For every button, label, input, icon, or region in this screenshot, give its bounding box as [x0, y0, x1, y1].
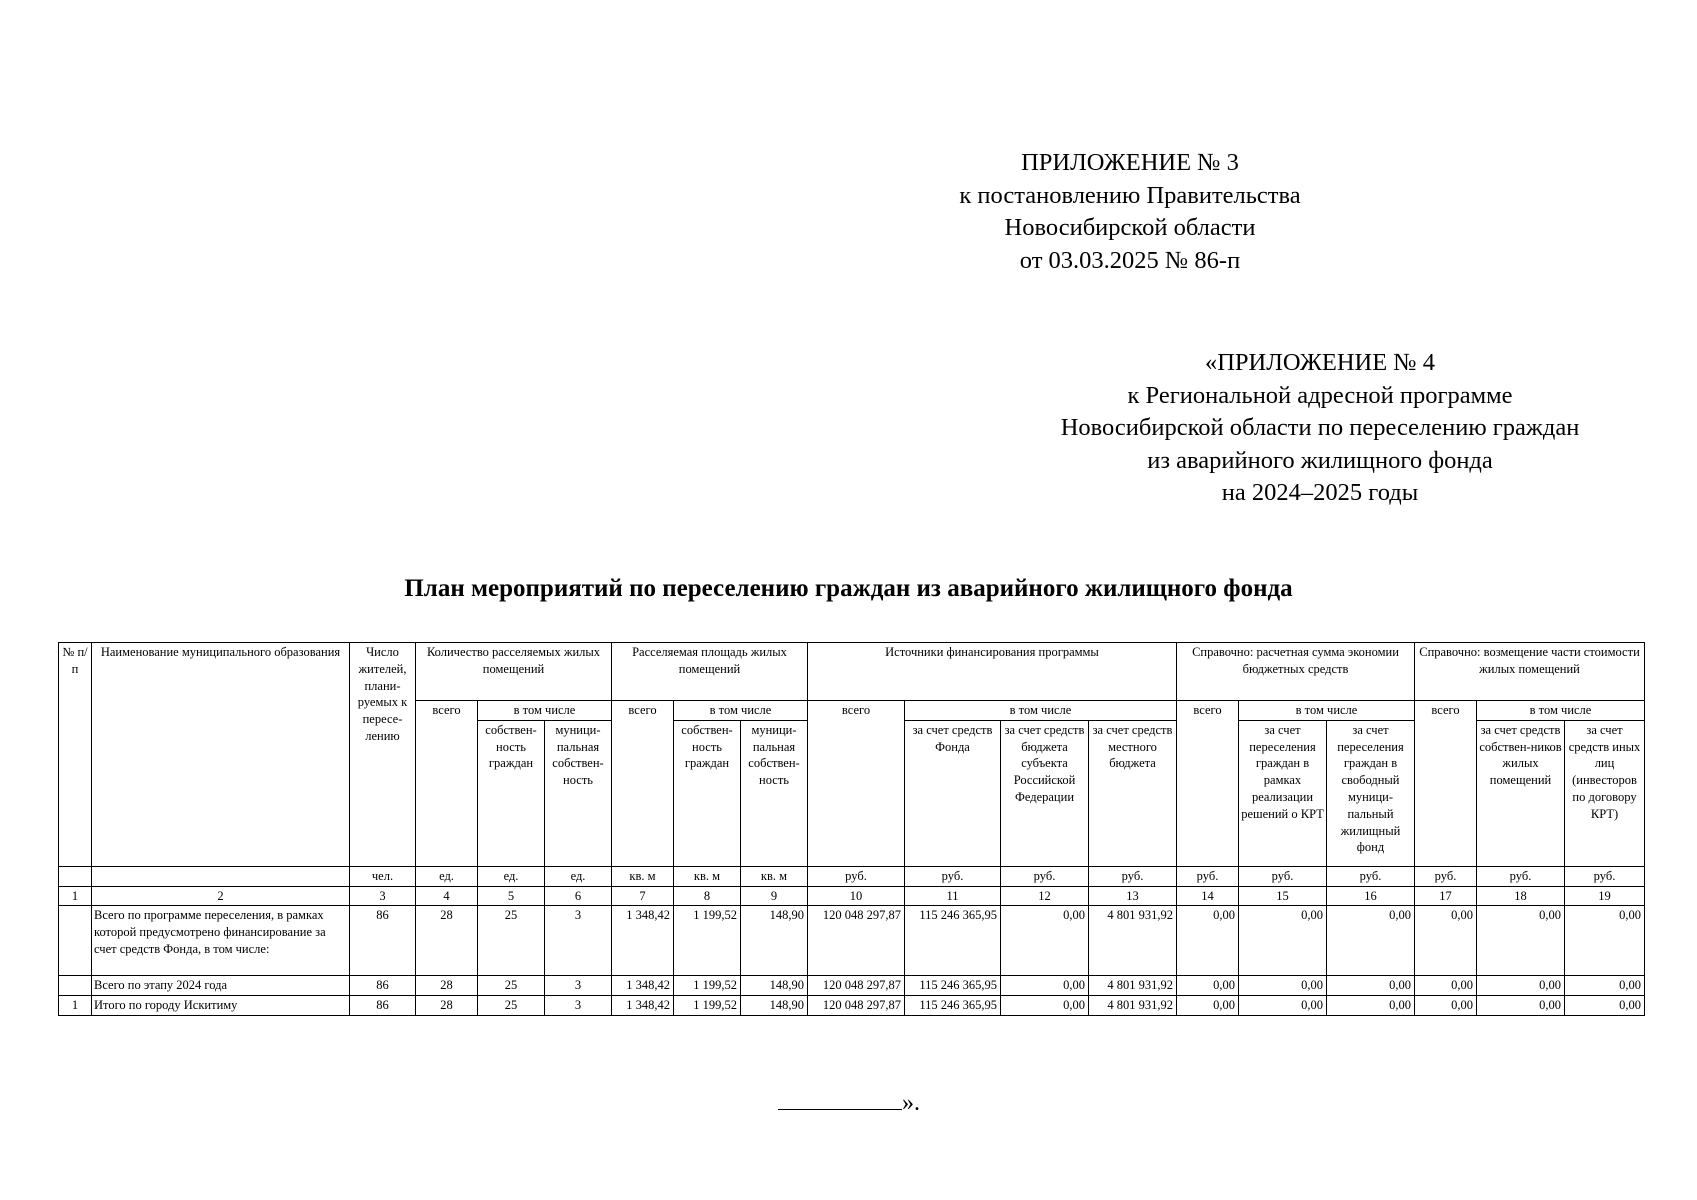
unit-cell: кв. м	[612, 866, 674, 886]
value-cell: 0,00	[1327, 996, 1415, 1016]
header-funding: Источники финансирования программы	[808, 643, 1177, 701]
unit-cell: руб.	[808, 866, 905, 886]
unit-cell: ед.	[545, 866, 612, 886]
header-citizens-property: собствен-ность граждан	[674, 720, 741, 866]
value-cell: 1 199,52	[674, 976, 741, 996]
value-cell: 0,00	[1239, 976, 1327, 996]
unit-cell: руб.	[1089, 866, 1177, 886]
column-index-cell: 13	[1089, 886, 1177, 906]
appendix-4-line: Новосибирской области по переселению граждан	[1060, 414, 1580, 441]
value-cell: 0,00	[1565, 906, 1645, 976]
appendix-3-line: к постановлению Правительства	[959, 181, 1301, 209]
value-cell: 3	[545, 976, 612, 996]
appendix-3-line: ПРИЛОЖЕНИЕ № 3	[1021, 149, 1239, 176]
value-cell: 0,00	[1415, 996, 1477, 1016]
value-cell: 115 246 365,95	[905, 976, 1001, 996]
value-cell: 0,00	[1239, 996, 1327, 1016]
column-index-cell: 7	[612, 886, 674, 906]
header-owners: за счет средств собствен-ников жилых помещений	[1477, 720, 1565, 866]
unit-cell: чел.	[350, 866, 416, 886]
header-total: всего	[416, 701, 478, 867]
unit-cell: кв. м	[674, 866, 741, 886]
value-cell: 148,90	[741, 996, 808, 1016]
header-residents: Число жителей, плани-руемых к пересе-лению	[350, 643, 416, 867]
unit-cell: руб.	[1565, 866, 1645, 886]
value-cell: 115 246 365,95	[905, 906, 1001, 976]
unit-cell	[59, 866, 92, 886]
value-cell: 25	[478, 976, 545, 996]
closing-mark	[778, 1085, 920, 1118]
value-cell: 0,00	[1565, 976, 1645, 996]
value-cell: 1 348,42	[612, 996, 674, 1016]
value-cell: 28	[416, 996, 478, 1016]
document-title: План мероприятий по переселению граждан из аварийного жилищного фонда	[404, 575, 1293, 602]
table-row	[59, 976, 1645, 996]
unit-cell: руб.	[1415, 866, 1477, 886]
value-cell: 1 199,52	[674, 906, 741, 976]
unit-cell: руб.	[1001, 866, 1089, 886]
value-cell: 0,00	[1177, 906, 1239, 976]
unit-cell: руб.	[1327, 866, 1415, 886]
column-index-cell: 6	[545, 886, 612, 906]
value-cell: 0,00	[1565, 996, 1645, 1016]
header-total: всего	[1415, 701, 1477, 867]
unit-cell: руб.	[1239, 866, 1327, 886]
column-index-cell: 8	[674, 886, 741, 906]
value-cell: 25	[478, 996, 545, 1016]
column-index-cell: 1	[59, 886, 92, 906]
value-cell: 0,00	[1001, 976, 1089, 996]
value-cell: 86	[350, 996, 416, 1016]
value-cell: 4 801 931,92	[1089, 906, 1177, 976]
value-cell: 28	[416, 906, 478, 976]
value-cell: 148,90	[741, 906, 808, 976]
value-cell: 4 801 931,92	[1089, 996, 1177, 1016]
value-cell: 86	[350, 906, 416, 976]
column-index-cell: 2	[92, 886, 350, 906]
appendix-3-line: Новосибирской области	[1004, 214, 1256, 241]
column-index-cell: 19	[1565, 886, 1645, 906]
value-cell: 0,00	[1415, 906, 1477, 976]
header-total: всего	[808, 701, 905, 867]
value-cell: 120 048 297,87	[808, 906, 905, 976]
value-cell: 3	[545, 906, 612, 976]
header-free-fund: за счет переселения граждан в свободный муници-пальный жилищный фонд	[1327, 720, 1415, 866]
value-cell: 148,90	[741, 976, 808, 996]
value-cell: 0,00	[1177, 976, 1239, 996]
value-cell: 0,00	[1327, 976, 1415, 996]
column-index-cell: 14	[1177, 886, 1239, 906]
value-cell: 115 246 365,95	[905, 996, 1001, 1016]
unit-cell: ед.	[478, 866, 545, 886]
column-index-cell: 12	[1001, 886, 1089, 906]
column-index-cell: 3	[350, 886, 416, 906]
value-cell: 28	[416, 976, 478, 996]
header-total: всего	[612, 701, 674, 867]
row-number-cell	[59, 906, 92, 976]
closing-quote: ».	[902, 1090, 920, 1116]
value-cell: 4 801 931,92	[1089, 976, 1177, 996]
appendix-3-header	[870, 147, 1390, 277]
header-subject-budget: за счет средств бюджета субъекта Российской Федерации	[1001, 720, 1089, 866]
header-including: в том числе	[478, 701, 612, 721]
appendix-4-header	[1020, 347, 1620, 510]
table-row	[59, 906, 1645, 976]
value-cell: 0,00	[1001, 906, 1089, 976]
header-savings: Справочно: расчетная сумма экономии бюджетных средств	[1177, 643, 1415, 701]
units-row	[59, 866, 1645, 886]
header-premises-count: Количество расселяемых жилых помещений	[416, 643, 612, 701]
appendix-4-line: из аварийного жилищного фонда	[1147, 446, 1493, 474]
column-index-cell: 18	[1477, 886, 1565, 906]
header-including: в том числе	[1477, 701, 1645, 721]
value-cell: 0,00	[1477, 996, 1565, 1016]
header-other-persons: за счет средств иных лиц (инвесторов по договору КРТ)	[1565, 720, 1645, 866]
column-index-cell: 11	[905, 886, 1001, 906]
value-cell: 0,00	[1477, 976, 1565, 996]
column-index-cell: 16	[1327, 886, 1415, 906]
value-cell: 0,00	[1477, 906, 1565, 976]
value-cell: 0,00	[1177, 996, 1239, 1016]
column-index-row	[59, 886, 1645, 906]
header-including: в том числе	[905, 701, 1177, 721]
column-index-cell: 10	[808, 886, 905, 906]
header-no: № п/п	[59, 643, 92, 867]
value-cell: 25	[478, 906, 545, 976]
table-row	[59, 996, 1645, 1016]
header-name: Наименование муниципального образования	[92, 643, 350, 867]
value-cell: 0,00	[1239, 906, 1327, 976]
value-cell: 86	[350, 976, 416, 996]
value-cell: 1 348,42	[612, 906, 674, 976]
header-citizens-property: собствен-ность граждан	[478, 720, 545, 866]
header-local-budget: за счет средств местного бюджета	[1089, 720, 1177, 866]
value-cell: 1 199,52	[674, 996, 741, 1016]
unit-cell: руб.	[1477, 866, 1565, 886]
value-cell: 120 048 297,87	[808, 976, 905, 996]
value-cell: 1 348,42	[612, 976, 674, 996]
header-compensation: Справочно: возмещение части стоимости жилых помещений	[1415, 643, 1645, 701]
value-cell: 0,00	[1415, 976, 1477, 996]
appendix-4-line: на 2024–2025 годы	[1221, 479, 1419, 506]
row-number-cell: 1	[59, 996, 92, 1016]
signature-blank-line	[778, 1085, 902, 1110]
row-name-cell: Итого по городу Искитиму	[92, 996, 350, 1016]
value-cell: 3	[545, 996, 612, 1016]
column-index-cell: 15	[1239, 886, 1327, 906]
column-index-cell: 4	[416, 886, 478, 906]
unit-cell	[92, 866, 350, 886]
value-cell: 0,00	[1327, 906, 1415, 976]
unit-cell: руб.	[1177, 866, 1239, 886]
appendix-3-line: от 03.03.2025 № 86-п	[1019, 246, 1241, 274]
unit-cell: кв. м	[741, 866, 808, 886]
header-including: в том числе	[674, 701, 808, 721]
header-municipal-property: муници-пальная собствен-ность	[741, 720, 808, 866]
column-index-cell: 5	[478, 886, 545, 906]
row-name-cell: Всего по этапу 2024 года	[92, 976, 350, 996]
unit-cell: ед.	[416, 866, 478, 886]
value-cell: 0,00	[1001, 996, 1089, 1016]
row-name-cell: Всего по программе переселения, в рамках которой предусмотрено финансирование за счет средств Фонда, в том числе:	[92, 906, 350, 976]
value-cell: 120 048 297,87	[808, 996, 905, 1016]
appendix-4-line: к Региональной адресной программе	[1127, 381, 1513, 409]
row-number-cell	[59, 976, 92, 996]
header-krt: за счет переселения граждан в рамках реализации решений о КРТ	[1239, 720, 1327, 866]
resettlement-plan-table	[58, 642, 1645, 1016]
header-total: всего	[1177, 701, 1239, 867]
appendix-4-line: «ПРИЛОЖЕНИЕ № 4	[1204, 349, 1436, 376]
header-fund: за счет средств Фонда	[905, 720, 1001, 866]
column-index-cell: 17	[1415, 886, 1477, 906]
unit-cell: руб.	[905, 866, 1001, 886]
header-municipal-property: муници-пальная собствен-ность	[545, 720, 612, 866]
header-area: Расселяемая площадь жилых помещений	[612, 643, 808, 701]
header-including: в том числе	[1239, 701, 1415, 721]
column-index-cell: 9	[741, 886, 808, 906]
